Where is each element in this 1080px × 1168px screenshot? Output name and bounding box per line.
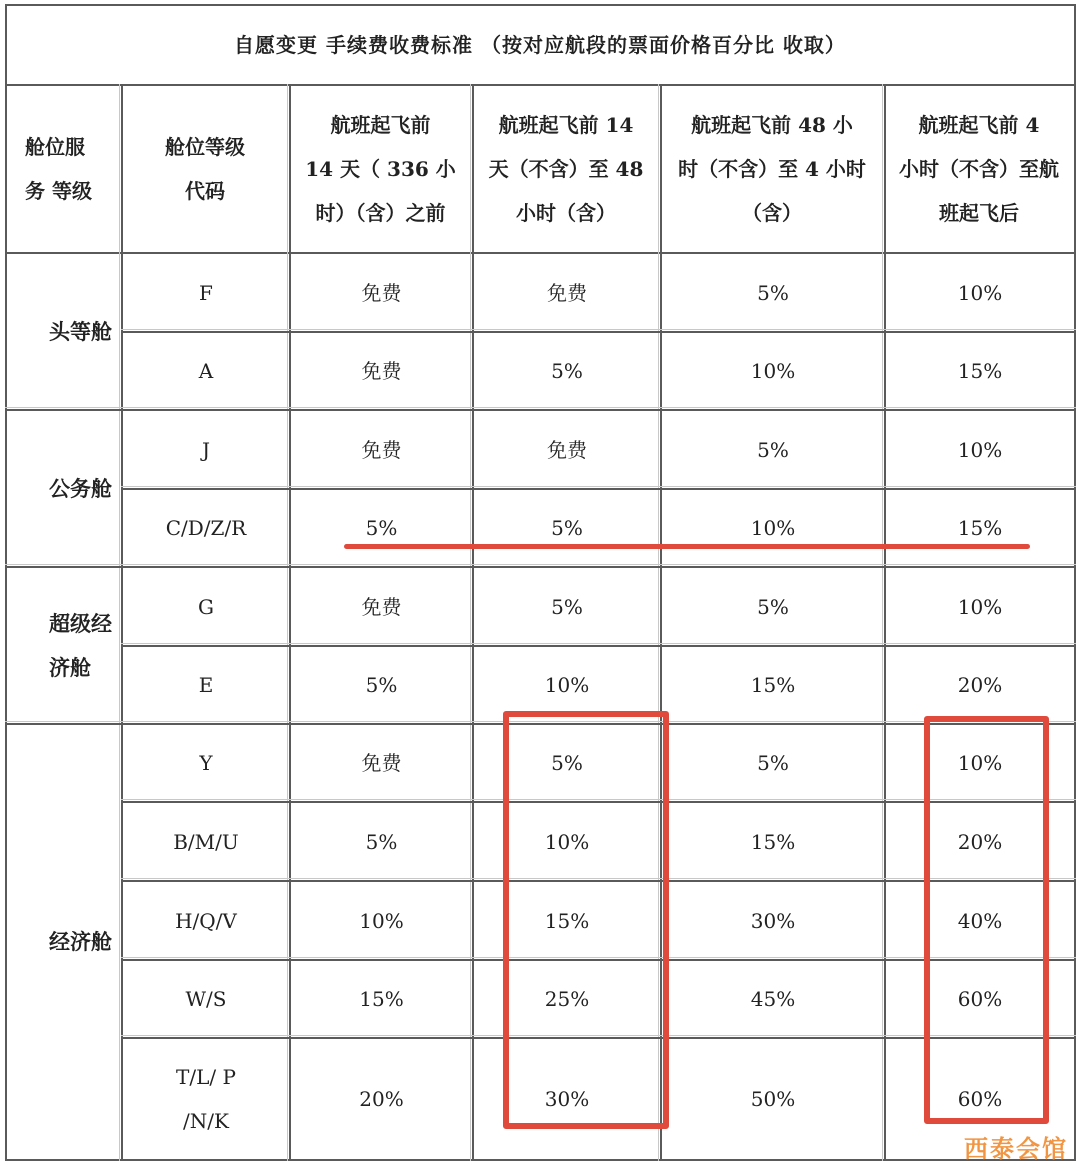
header-14-days-to-48-hours: 航班起飞前 14 天（不含）至 48 小时（含）	[488, 113, 644, 225]
fee-cell: 15%	[750, 673, 796, 697]
fee-cell: 10%	[957, 594, 1003, 619]
fee-cell: 10%	[544, 673, 590, 697]
fee-cell: 50%	[750, 1087, 796, 1111]
highlight-underline	[344, 544, 1030, 549]
group-label: 公务舱	[49, 475, 112, 501]
fee-cell: 免费	[547, 280, 587, 305]
fee-cell: 5%	[551, 594, 583, 619]
fee-cell: 10%	[544, 829, 590, 854]
class-code-cell: F	[199, 280, 213, 305]
fee-cell: 60%	[957, 1087, 1003, 1111]
group-label: 头等舱	[49, 318, 112, 344]
fee-cell: 10%	[359, 908, 404, 933]
fee-cell: 5%	[757, 437, 789, 462]
class-code-cell: Y	[199, 751, 213, 775]
fee-cell: 5%	[365, 516, 398, 540]
fee-cell: 免费	[361, 359, 402, 383]
fee-cell: 15%	[957, 359, 1003, 383]
class-code-cell: J	[201, 437, 211, 462]
header-48-hours-to-4-hours: 航班起飞前 48 小 时（不含）至 4 小时 （含）	[678, 113, 866, 225]
fee-cell: 5%	[757, 751, 789, 775]
class-code-cell: C/D/Z/R	[165, 516, 247, 540]
class-code-cell: G	[198, 594, 214, 619]
fee-cell: 免费	[361, 751, 402, 775]
fee-cell: 10%	[750, 516, 796, 540]
header-before-14-days: 航班起飞前 14 天（ 336 小 时）（含）之前	[305, 113, 456, 225]
table-title: 自愿变更 手续费收费标准 （按对应航段的票面价格百分比 收取）	[234, 33, 846, 57]
watermark-logo: 西泰会馆	[964, 1135, 1068, 1163]
class-code-cell: A	[198, 359, 214, 383]
fee-cell: 5%	[365, 673, 398, 697]
fee-cell: 5%	[757, 280, 789, 305]
class-code-cell: T/L/ P /N/K	[176, 1065, 236, 1133]
fee-cell: 20%	[957, 673, 1003, 697]
fee-cell: 免费	[361, 437, 402, 462]
fee-cell: 5%	[551, 359, 583, 383]
fee-cell: 5%	[757, 594, 789, 619]
fee-cell: 30%	[750, 908, 796, 933]
group-label: 超级经 济舱	[49, 610, 112, 680]
fee-cell: 45%	[750, 987, 796, 1011]
fee-cell: 10%	[957, 437, 1003, 462]
fee-cell: 25%	[544, 987, 590, 1011]
fee-cell: 30%	[544, 1087, 590, 1111]
border-right	[1074, 4, 1076, 1161]
fee-cell: 免费	[547, 437, 587, 462]
fee-cell: 15%	[750, 829, 796, 854]
header-service-level: 舱位服 务 等级	[25, 135, 92, 203]
class-code-cell: H/Q/V	[175, 908, 237, 933]
border-top	[5, 4, 1076, 6]
fee-cell: 5%	[551, 751, 583, 775]
border-bottom	[5, 1159, 1076, 1161]
class-code-cell: B/M/U	[173, 829, 239, 854]
fee-cell: 5%	[551, 516, 583, 540]
header-class-code: 舱位等级 代码	[165, 135, 245, 203]
highlight-box-col2	[503, 711, 669, 1129]
fee-cell: 5%	[365, 829, 398, 854]
fee-cell: 15%	[544, 908, 590, 933]
class-code-cell: W/S	[185, 987, 227, 1011]
highlight-box-col4	[924, 716, 1049, 1124]
fee-cell: 20%	[359, 1087, 404, 1111]
fee-cell: 15%	[359, 987, 404, 1011]
group-label: 经济舱	[49, 929, 112, 954]
fee-cell: 免费	[361, 594, 402, 619]
fee-cell: 20%	[957, 829, 1003, 854]
fee-cell: 10%	[957, 280, 1003, 305]
fee-cell: 10%	[957, 751, 1003, 775]
header-4-hours-to-after-departure: 航班起飞前 4 小时（不含）至航 班起飞后	[899, 113, 1059, 225]
fee-cell: 40%	[957, 908, 1003, 933]
fee-cell: 60%	[957, 987, 1003, 1011]
fee-cell: 免费	[361, 280, 402, 305]
fee-cell: 15%	[957, 516, 1003, 540]
fee-cell: 10%	[750, 359, 796, 383]
class-code-cell: E	[198, 673, 214, 697]
